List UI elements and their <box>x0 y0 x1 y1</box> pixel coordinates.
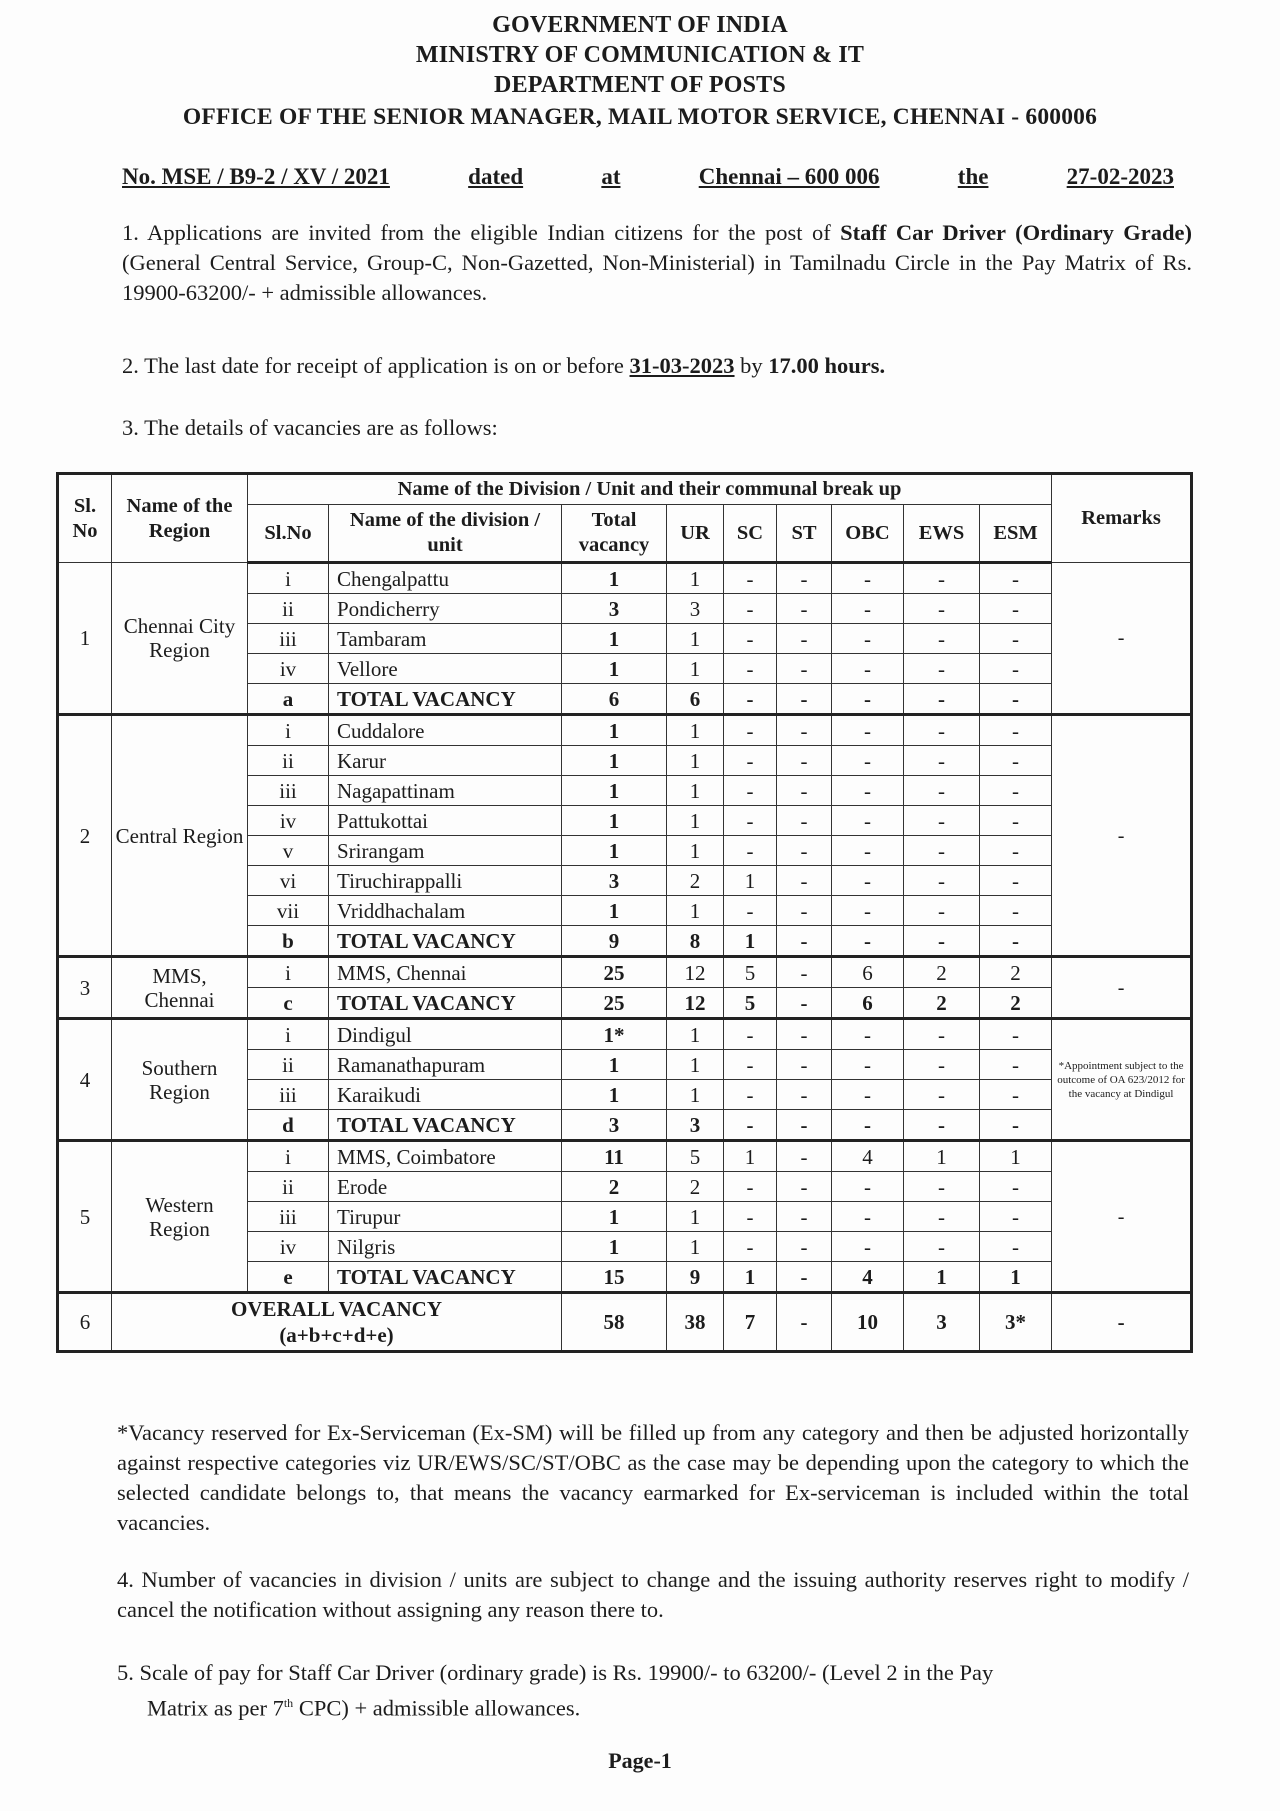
cell-obc: 6 <box>832 988 904 1019</box>
region-name: Western Region <box>112 1141 248 1293</box>
header-ur: UR <box>667 505 724 563</box>
cell-ur: 1 <box>667 776 724 806</box>
cell-sc: - <box>724 594 777 624</box>
region-sl-no: 4 <box>58 1019 112 1141</box>
cell-sc: - <box>724 896 777 926</box>
division-name: Ramanathapuram <box>329 1050 562 1080</box>
cell-ews: - <box>904 624 980 654</box>
cell-sc: - <box>724 776 777 806</box>
cell-obc: - <box>832 1232 904 1262</box>
division-name: Pondicherry <box>329 594 562 624</box>
cell-sc: 1 <box>724 1141 777 1172</box>
division-sl-no: i <box>248 1141 329 1172</box>
cell-obc: 4 <box>832 1141 904 1172</box>
cell-total: 1 <box>562 654 667 684</box>
division-name: TOTAL VACANCY <box>329 684 562 715</box>
remarks-cell: - <box>1052 957 1192 1019</box>
division-name: Nagapattinam <box>329 776 562 806</box>
region-sl-no: 3 <box>58 957 112 1019</box>
cell-obc: - <box>832 1019 904 1050</box>
region-name: Southern Region <box>112 1019 248 1141</box>
cell-ews: - <box>904 563 980 594</box>
division-name: Karur <box>329 746 562 776</box>
cell-ur: 2 <box>667 866 724 896</box>
cell-ews: - <box>904 1019 980 1050</box>
paragraph-1-number: 1. <box>122 220 139 245</box>
cell-sc: 1 <box>724 1262 777 1293</box>
overall-label-text: OVERALL VACANCY <box>230 1297 442 1321</box>
overall-ur: 38 <box>667 1293 724 1352</box>
division-name: Srirangam <box>329 836 562 866</box>
cell-esm: - <box>980 1232 1052 1262</box>
cell-esm: 1 <box>980 1141 1052 1172</box>
cell-ews: - <box>904 715 980 746</box>
paragraph-3 <box>122 413 1192 443</box>
cell-sc: 5 <box>724 957 777 988</box>
cell-total: 1 <box>562 836 667 866</box>
cell-st: - <box>777 1019 832 1050</box>
division-sl-no: b <box>248 926 329 957</box>
division-name: TOTAL VACANCY <box>329 1262 562 1293</box>
division-sl-no: ii <box>248 1172 329 1202</box>
table-row <box>58 1141 1192 1172</box>
cell-esm: - <box>980 866 1052 896</box>
overall-st: - <box>777 1293 832 1352</box>
cell-ews: - <box>904 746 980 776</box>
cell-sc: - <box>724 715 777 746</box>
region-sl-no: 1 <box>58 563 112 715</box>
cell-st: - <box>777 988 832 1019</box>
cell-ews: 2 <box>904 957 980 988</box>
cell-sc: - <box>724 1080 777 1110</box>
table-row <box>58 715 1192 746</box>
cell-esm: - <box>980 654 1052 684</box>
cell-sc: 1 <box>724 866 777 896</box>
cell-sc: - <box>724 1232 777 1262</box>
cell-st: - <box>777 1232 832 1262</box>
remarks-cell: - <box>1052 1141 1192 1293</box>
paragraph-5-text-end: CPC) + admissible allowances. <box>293 1695 581 1721</box>
cell-esm: - <box>980 594 1052 624</box>
cell-st: - <box>777 715 832 746</box>
cell-ur: 1 <box>667 563 724 594</box>
division-name: MMS, Chennai <box>329 957 562 988</box>
cell-esm: - <box>980 896 1052 926</box>
cell-st: - <box>777 1172 832 1202</box>
cell-sc: - <box>724 563 777 594</box>
cell-obc: - <box>832 654 904 684</box>
cell-ur: 1 <box>667 1050 724 1080</box>
region-name: Central Region <box>112 715 248 957</box>
paragraph-3-text: The details of vacancies are as follows: <box>144 415 498 440</box>
cell-obc: - <box>832 594 904 624</box>
table-row <box>58 563 1192 594</box>
division-sl-no: ii <box>248 746 329 776</box>
region-name: MMS, Chennai <box>112 957 248 1019</box>
cell-st: - <box>777 896 832 926</box>
cell-ur: 1 <box>667 624 724 654</box>
cell-total: 25 <box>562 988 667 1019</box>
cell-ews: - <box>904 1232 980 1262</box>
cell-obc: - <box>832 624 904 654</box>
paragraph-4: 4. Number of vacancies in division / units are subject to change and the issuing authority reserves right to modify / cancel the notification without assigning any reason there to. <box>117 1567 1189 1622</box>
cell-sc: - <box>724 806 777 836</box>
header-ministry: MINISTRY OF COMMUNICATION & IT <box>415 42 865 68</box>
cell-esm: 2 <box>980 957 1052 988</box>
paragraph-2-by: by <box>740 353 763 378</box>
remarks-cell: *Appointment subject to the outcome of OA 623/2012 for the vacancy at Dindigul <box>1052 1019 1192 1141</box>
reference-line <box>122 164 1174 190</box>
overall-sc: 7 <box>724 1293 777 1352</box>
cell-esm: - <box>980 715 1052 746</box>
cell-total: 1 <box>562 715 667 746</box>
cell-obc: 4 <box>832 1262 904 1293</box>
cell-esm: - <box>980 1110 1052 1141</box>
division-name: Chengalpattu <box>329 563 562 594</box>
cell-total: 11 <box>562 1141 667 1172</box>
overall-obc: 10 <box>832 1293 904 1352</box>
superscript-th: th <box>283 1696 294 1710</box>
cell-esm: - <box>980 1019 1052 1050</box>
cell-ur: 1 <box>667 1080 724 1110</box>
header-inner-sl: Sl.No <box>248 505 329 563</box>
cell-ur: 1 <box>667 746 724 776</box>
cell-ews: - <box>904 836 980 866</box>
cell-ur: 12 <box>667 957 724 988</box>
cell-ews: - <box>904 806 980 836</box>
division-sl-no: ii <box>248 1050 329 1080</box>
division-sl-no: iii <box>248 624 329 654</box>
post-name: Staff Car Driver (Ordinary Grade) <box>840 220 1192 245</box>
cell-ews: - <box>904 866 980 896</box>
division-name: Erode <box>329 1172 562 1202</box>
cell-sc: - <box>724 836 777 866</box>
cell-esm: - <box>980 684 1052 715</box>
division-sl-no: iv <box>248 806 329 836</box>
region-sl-no: 2 <box>58 715 112 957</box>
header-total: Total vacancy <box>562 505 667 563</box>
cell-esm: - <box>980 1202 1052 1232</box>
overall-formula: (a+b+c+d+e) <box>279 1323 394 1347</box>
cell-ur: 2 <box>667 1172 724 1202</box>
paragraph-3-number: 3. <box>122 415 139 440</box>
cell-esm: - <box>980 1172 1052 1202</box>
cell-esm: - <box>980 624 1052 654</box>
remarks-cell: - <box>1052 715 1192 957</box>
cell-ur: 3 <box>667 1110 724 1141</box>
last-time: 17.00 hours. <box>768 353 886 378</box>
cell-ur: 3 <box>667 594 724 624</box>
header-ews: EWS <box>904 505 980 563</box>
cell-total: 1* <box>562 1019 667 1050</box>
header-remarks: Remarks <box>1052 474 1192 563</box>
cell-sc: - <box>724 1050 777 1080</box>
cell-esm: - <box>980 806 1052 836</box>
cell-ur: 1 <box>667 1232 724 1262</box>
cell-sc: - <box>724 1110 777 1141</box>
cell-total: 1 <box>562 1050 667 1080</box>
header-region: Name of the Region <box>112 474 248 563</box>
reference-number: No. MSE / B9-2 / XV / 2021 <box>122 164 390 189</box>
cell-st: - <box>777 684 832 715</box>
cell-esm: - <box>980 776 1052 806</box>
division-name: MMS, Coimbatore <box>329 1141 562 1172</box>
paragraph-2 <box>122 351 1192 381</box>
cell-total: 1 <box>562 1232 667 1262</box>
paragraph-2-text: The last date for receipt of application is on or before <box>144 353 624 378</box>
cell-total: 1 <box>562 806 667 836</box>
cell-st: - <box>777 746 832 776</box>
overall-label <box>112 1293 562 1352</box>
cell-ews: - <box>904 1050 980 1080</box>
cell-ur: 1 <box>667 715 724 746</box>
cell-ur: 12 <box>667 988 724 1019</box>
cell-total: 2 <box>562 1172 667 1202</box>
division-name: Nilgris <box>329 1232 562 1262</box>
header-esm: ESM <box>980 505 1052 563</box>
paragraph-5-line-2 <box>117 1688 1189 1724</box>
cell-ews: 2 <box>904 988 980 1019</box>
header-sc: SC <box>724 505 777 563</box>
division-sl-no: ii <box>248 594 329 624</box>
cell-sc: - <box>724 654 777 684</box>
reference-dated: dated <box>468 164 524 189</box>
cell-obc: - <box>832 1172 904 1202</box>
division-name: Pattukottai <box>329 806 562 836</box>
header-division: Name of the division / unit <box>329 505 562 563</box>
division-sl-no: c <box>248 988 329 1019</box>
header-office: OFFICE OF THE SENIOR MANAGER, MAIL MOTOR SERVICE, CHENNAI - 600006 <box>182 104 1098 130</box>
cell-ews: - <box>904 896 980 926</box>
cell-ur: 8 <box>667 926 724 957</box>
reference-the: the <box>957 164 989 189</box>
cell-total: 1 <box>562 1080 667 1110</box>
cell-ews: - <box>904 1172 980 1202</box>
paragraph-5-line-1: 5. Scale of pay for Staff Car Driver (ordinary grade) is Rs. 19900/- to 63200/- (Level 2 in the Pay <box>117 1660 994 1685</box>
reference-at: at <box>601 164 621 189</box>
division-sl-no: v <box>248 836 329 866</box>
division-sl-no: vi <box>248 866 329 896</box>
page-number: Page-1 <box>608 1748 672 1773</box>
cell-esm: 2 <box>980 988 1052 1019</box>
cell-obc: - <box>832 684 904 715</box>
cell-obc: - <box>832 715 904 746</box>
cell-ews: - <box>904 654 980 684</box>
division-name: TOTAL VACANCY <box>329 926 562 957</box>
cell-sc: - <box>724 624 777 654</box>
remarks-cell: - <box>1052 563 1192 715</box>
cell-obc: - <box>832 1110 904 1141</box>
header-department: DEPARTMENT OF POSTS <box>494 72 786 98</box>
cell-esm: - <box>980 746 1052 776</box>
cell-ur: 1 <box>667 1019 724 1050</box>
header-government: GOVERNMENT OF INDIA <box>492 12 788 38</box>
cell-total: 1 <box>562 1202 667 1232</box>
cell-st: - <box>777 957 832 988</box>
cell-obc: - <box>832 926 904 957</box>
cell-total: 3 <box>562 594 667 624</box>
cell-st: - <box>777 624 832 654</box>
division-sl-no: e <box>248 1262 329 1293</box>
cell-sc: 5 <box>724 988 777 1019</box>
division-sl-no: i <box>248 1019 329 1050</box>
division-name: Vellore <box>329 654 562 684</box>
paragraph-2-number: 2. <box>122 353 139 378</box>
header-sl-no: Sl. No <box>58 474 112 563</box>
cell-esm: - <box>980 926 1052 957</box>
division-name: TOTAL VACANCY <box>329 988 562 1019</box>
cell-esm: - <box>980 1050 1052 1080</box>
cell-total: 6 <box>562 684 667 715</box>
cell-st: - <box>777 1262 832 1293</box>
division-name: Tambaram <box>329 624 562 654</box>
cell-ur: 1 <box>667 1202 724 1232</box>
division-name: Karaikudi <box>329 1080 562 1110</box>
vacancy-table <box>56 472 1193 1353</box>
cell-obc: - <box>832 1202 904 1232</box>
division-name: Vriddhachalam <box>329 896 562 926</box>
cell-ur: 1 <box>667 806 724 836</box>
cell-total: 3 <box>562 866 667 896</box>
paragraph-1-text-a: Applications are invited from the eligible Indian citizens for the post of <box>147 220 831 245</box>
cell-sc: - <box>724 1019 777 1050</box>
division-name: TOTAL VACANCY <box>329 1110 562 1141</box>
cell-st: - <box>777 563 832 594</box>
cell-ews: - <box>904 926 980 957</box>
cell-total: 1 <box>562 746 667 776</box>
cell-obc: - <box>832 896 904 926</box>
division-sl-no: a <box>248 684 329 715</box>
cell-ur: 5 <box>667 1141 724 1172</box>
table-row <box>58 957 1192 988</box>
cell-st: - <box>777 654 832 684</box>
cell-st: - <box>777 1050 832 1080</box>
cell-ews: - <box>904 1202 980 1232</box>
cell-obc: - <box>832 776 904 806</box>
division-sl-no: iv <box>248 654 329 684</box>
cell-sc: - <box>724 746 777 776</box>
header-obc: OBC <box>832 505 904 563</box>
cell-obc: 6 <box>832 957 904 988</box>
division-name: Dindigul <box>329 1019 562 1050</box>
overall-remarks: - <box>1052 1293 1192 1352</box>
overall-total: 58 <box>562 1293 667 1352</box>
cell-st: - <box>777 594 832 624</box>
cell-sc: - <box>724 684 777 715</box>
division-sl-no: i <box>248 715 329 746</box>
cell-esm: - <box>980 563 1052 594</box>
cell-ur: 1 <box>667 896 724 926</box>
division-sl-no: iii <box>248 1080 329 1110</box>
division-sl-no: i <box>248 957 329 988</box>
cell-sc: - <box>724 1202 777 1232</box>
cell-ews: - <box>904 594 980 624</box>
cell-obc: - <box>832 836 904 866</box>
cell-sc: 1 <box>724 926 777 957</box>
cell-st: - <box>777 1080 832 1110</box>
division-sl-no: d <box>248 1110 329 1141</box>
overall-vacancy-row <box>58 1293 1192 1352</box>
cell-ews: 1 <box>904 1262 980 1293</box>
cell-sc: - <box>724 1172 777 1202</box>
division-name: Tiruchirappalli <box>329 866 562 896</box>
cell-st: - <box>777 836 832 866</box>
paragraph-1-text-b: (General Central Service, Group-C, Non-Gazetted, Non-Ministerial) in Tamilnadu Circle in the Pay Matrix of Rs. 19900-63200/- + admissible allowances. <box>122 250 1192 305</box>
table-row <box>58 1019 1192 1050</box>
cell-total: 15 <box>562 1262 667 1293</box>
division-sl-no: i <box>248 563 329 594</box>
cell-st: - <box>777 806 832 836</box>
cell-obc: - <box>832 563 904 594</box>
vacancy-table-body <box>58 563 1192 1352</box>
cell-st: - <box>777 776 832 806</box>
header-group: Name of the Division / Unit and their communal break up <box>248 474 1052 505</box>
division-name: Tirupur <box>329 1202 562 1232</box>
cell-ews: - <box>904 1080 980 1110</box>
cell-ur: 9 <box>667 1262 724 1293</box>
cell-obc: - <box>832 1050 904 1080</box>
cell-obc: - <box>832 806 904 836</box>
cell-obc: - <box>832 866 904 896</box>
cell-obc: - <box>832 1080 904 1110</box>
cell-ur: 1 <box>667 654 724 684</box>
cell-obc: - <box>832 746 904 776</box>
last-date: 31-03-2023 <box>629 353 735 378</box>
cell-ews: - <box>904 1110 980 1141</box>
overall-esm: 3* <box>980 1293 1052 1352</box>
cell-st: - <box>777 1141 832 1172</box>
cell-st: - <box>777 1202 832 1232</box>
division-sl-no: iv <box>248 1232 329 1262</box>
cell-total: 1 <box>562 563 667 594</box>
paragraph-5 <box>117 1658 1189 1724</box>
reference-date: 27-02-2023 <box>1066 164 1174 189</box>
esm-footnote: *Vacancy reserved for Ex-Serviceman (Ex-SM) will be filled up from any category and then be adjusted horizontally against respective categories viz UR/EWS/SC/ST/OBC as the case may be depending upon the category to which the selected candidate belongs to, that means the vacancy earmarked for Ex-serviceman is included within the total vacancies. <box>117 1420 1189 1535</box>
division-name: Cuddalore <box>329 715 562 746</box>
cell-ews: - <box>904 776 980 806</box>
cell-total: 1 <box>562 896 667 926</box>
region-name: Chennai City Region <box>112 563 248 715</box>
cell-total: 3 <box>562 1110 667 1141</box>
division-sl-no: iii <box>248 776 329 806</box>
cell-ur: 1 <box>667 836 724 866</box>
division-sl-no: vii <box>248 896 329 926</box>
cell-st: - <box>777 866 832 896</box>
cell-ur: 6 <box>667 684 724 715</box>
paragraph-5-text: Matrix as per 7 <box>147 1695 284 1721</box>
paragraph-1 <box>122 218 1192 308</box>
region-sl-no: 5 <box>58 1141 112 1293</box>
cell-esm: - <box>980 1080 1052 1110</box>
cell-ews: 1 <box>904 1141 980 1172</box>
cell-total: 1 <box>562 776 667 806</box>
cell-esm: 1 <box>980 1262 1052 1293</box>
reference-place: Chennai – 600 006 <box>698 164 880 189</box>
overall-sl-no: 6 <box>58 1293 112 1352</box>
cell-total: 25 <box>562 957 667 988</box>
cell-st: - <box>777 1110 832 1141</box>
cell-ews: - <box>904 684 980 715</box>
division-sl-no: iii <box>248 1202 329 1232</box>
overall-ews: 3 <box>904 1293 980 1352</box>
cell-esm: - <box>980 836 1052 866</box>
cell-total: 1 <box>562 624 667 654</box>
cell-total: 9 <box>562 926 667 957</box>
header-st: ST <box>777 505 832 563</box>
cell-st: - <box>777 926 832 957</box>
